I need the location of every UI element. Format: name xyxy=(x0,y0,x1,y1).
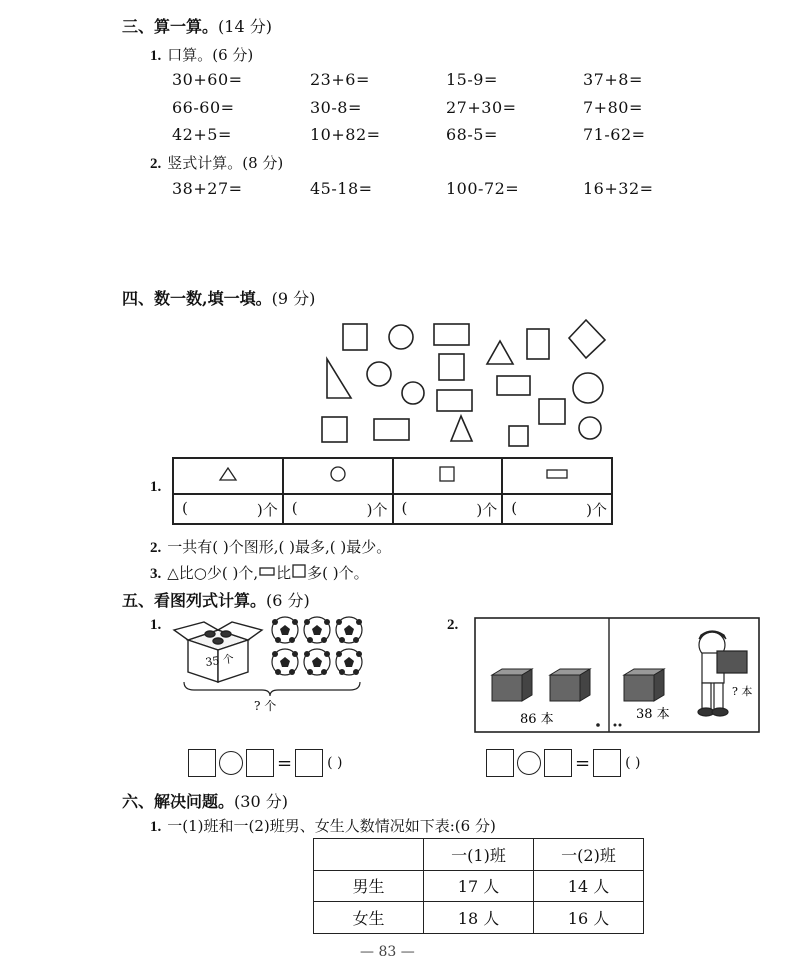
oral-problem: 7+80= xyxy=(583,98,643,117)
vertical-problem: 38+27= xyxy=(172,179,243,198)
rectangle-shape xyxy=(497,376,530,395)
equation-blanks-2: = ( ) xyxy=(486,749,640,777)
solve-q1-text: 一(1)班和一(2)班男、女生人数情况如下表:(6 分) xyxy=(167,817,496,835)
picture-q1-num: 1. xyxy=(150,617,162,633)
table-cell: 17 人 xyxy=(424,870,534,902)
table-header-square xyxy=(393,458,503,494)
solve-q1 xyxy=(150,815,496,836)
section-5-points: (6 分) xyxy=(266,591,310,610)
oral-problem: 23+6= xyxy=(310,70,370,89)
square-shape xyxy=(509,426,528,446)
square-shape xyxy=(539,399,565,424)
oral-problem: 27+30= xyxy=(446,98,517,117)
rectangle-shape xyxy=(374,419,409,440)
vertical-calc-label: 竖式计算。(8 分) xyxy=(167,154,284,172)
rectangle-shape xyxy=(527,329,549,359)
count-q2-num: 2. xyxy=(150,540,162,556)
circle-icon xyxy=(328,465,348,483)
circle-shape xyxy=(573,373,603,403)
triangle-shape xyxy=(327,359,351,398)
answer-cell-rectangle[interactable]: ( )个 xyxy=(502,494,612,524)
circle-shape xyxy=(402,382,424,404)
oral-problem: 15-9= xyxy=(446,70,498,89)
count-q3-text-b: 比 xyxy=(276,564,292,582)
circle-shape xyxy=(389,325,413,349)
books-left-label: 86 本 xyxy=(520,712,554,727)
count-q1-num: 1. xyxy=(150,479,162,495)
oral-problem: 71-62= xyxy=(583,125,646,144)
square-icon xyxy=(437,465,457,483)
section-3-heading xyxy=(122,14,272,37)
count-q3 xyxy=(150,562,369,583)
answer-cell-square[interactable]: ( )个 xyxy=(393,494,503,524)
rectangle-shape xyxy=(434,324,469,345)
oral-problem: 42+5= xyxy=(172,125,232,144)
table-row xyxy=(314,870,644,902)
answer-box[interactable] xyxy=(593,749,621,777)
books-picture xyxy=(474,617,760,733)
answer-box[interactable] xyxy=(486,749,514,777)
oral-calc-num: 1. xyxy=(150,48,162,64)
count-q2 xyxy=(150,536,391,557)
section-4-title: 四、数一数,填一填。 xyxy=(122,289,272,308)
box-and-balls-picture xyxy=(170,612,370,716)
square-shape xyxy=(343,324,367,350)
class-students-table xyxy=(313,838,644,934)
oral-problem: 10+82= xyxy=(310,125,381,144)
answer-box[interactable] xyxy=(246,749,274,777)
unit-paren[interactable]: ( ) xyxy=(625,755,641,771)
answer-box[interactable] xyxy=(188,749,216,777)
operator-circle[interactable] xyxy=(219,751,243,775)
table-row xyxy=(314,902,644,934)
count-q3-text-c: 多( )个。 xyxy=(307,564,369,582)
operator-circle[interactable] xyxy=(517,751,541,775)
equation-blanks-1: = ( ) xyxy=(188,749,342,777)
triangle-icon xyxy=(218,466,238,482)
oral-problem: 68-5= xyxy=(446,125,498,144)
solve-q1-num: 1. xyxy=(150,819,162,835)
picture-q2-num: 2. xyxy=(447,617,459,633)
oral-problem: 66-60= xyxy=(172,98,235,117)
section-6-heading xyxy=(122,789,288,812)
table-cell: 18 人 xyxy=(424,902,534,934)
oral-problem: 37+8= xyxy=(583,70,643,89)
count-q3-num: 3. xyxy=(150,566,162,582)
section-3-title: 三、算一算。 xyxy=(122,17,219,36)
oral-problem: 30-8= xyxy=(310,98,362,117)
question-label: ? 个 xyxy=(254,699,277,713)
table-header: 一(2)班 xyxy=(534,839,644,871)
shapes-picture xyxy=(310,312,620,454)
square-shape xyxy=(322,417,347,442)
table-cell: 14 人 xyxy=(534,870,644,902)
answer-cell-circle[interactable]: ( )个 xyxy=(283,494,393,524)
triangle-shape xyxy=(451,416,472,441)
section-4-heading xyxy=(122,286,315,309)
vertical-problem: 100-72= xyxy=(446,179,520,198)
circle-shape xyxy=(579,417,601,439)
vertical-problem: 45-18= xyxy=(310,179,373,198)
table-header-circle xyxy=(283,458,393,494)
vertical-calc-num: 2. xyxy=(150,156,162,172)
triangle-shape xyxy=(487,341,513,364)
section-4-points: (9 分) xyxy=(271,289,316,308)
section-3-points: (14 分) xyxy=(218,17,272,36)
table-header: 一(1)班 xyxy=(424,839,534,871)
rectangle-icon xyxy=(545,467,569,481)
shape-count-table xyxy=(172,457,613,525)
page-number: — 83 — xyxy=(360,944,415,960)
section-5-heading xyxy=(122,588,310,611)
square-icon xyxy=(291,564,307,578)
rectangle-shape xyxy=(569,320,605,358)
section-6-points: (30 分) xyxy=(234,792,288,811)
vertical-problem: 16+32= xyxy=(583,179,654,198)
books-right-label: 38 本 xyxy=(636,707,670,722)
square-shape xyxy=(439,354,464,380)
table-header-triangle xyxy=(173,458,283,494)
boy-books-label: ? 本 xyxy=(732,685,753,698)
table-cell: 16 人 xyxy=(534,902,644,934)
circle-shape xyxy=(367,362,391,386)
table-header xyxy=(314,839,424,871)
table-header-rectangle xyxy=(502,458,612,494)
oral-calc-label: 口算。(6 分) xyxy=(167,46,254,64)
oral-calc-heading xyxy=(150,44,253,65)
answer-box[interactable] xyxy=(544,749,572,777)
total-brace xyxy=(184,682,360,696)
oral-problem: 30+60= xyxy=(172,70,243,89)
unit-paren[interactable]: ( ) xyxy=(327,755,343,771)
answer-box[interactable] xyxy=(295,749,323,777)
rectangle-shape xyxy=(437,390,472,411)
answer-cell-triangle[interactable]: ( )个 xyxy=(173,494,283,524)
table-cell: 男生 xyxy=(314,870,424,902)
vertical-calc-heading xyxy=(150,152,283,173)
count-q3-text-a: △比○少( )个, xyxy=(167,564,259,582)
box-label: 35 个 xyxy=(204,652,235,669)
rectangle-icon xyxy=(258,566,276,578)
section-6-title: 六、解决问题。 xyxy=(122,792,235,811)
table-cell: 女生 xyxy=(314,902,424,934)
section-5-title: 五、看图列式计算。 xyxy=(122,591,267,610)
soccer-balls xyxy=(272,617,362,675)
count-q2-text: 一共有( )个图形,( )最多,( )最少。 xyxy=(167,538,392,556)
